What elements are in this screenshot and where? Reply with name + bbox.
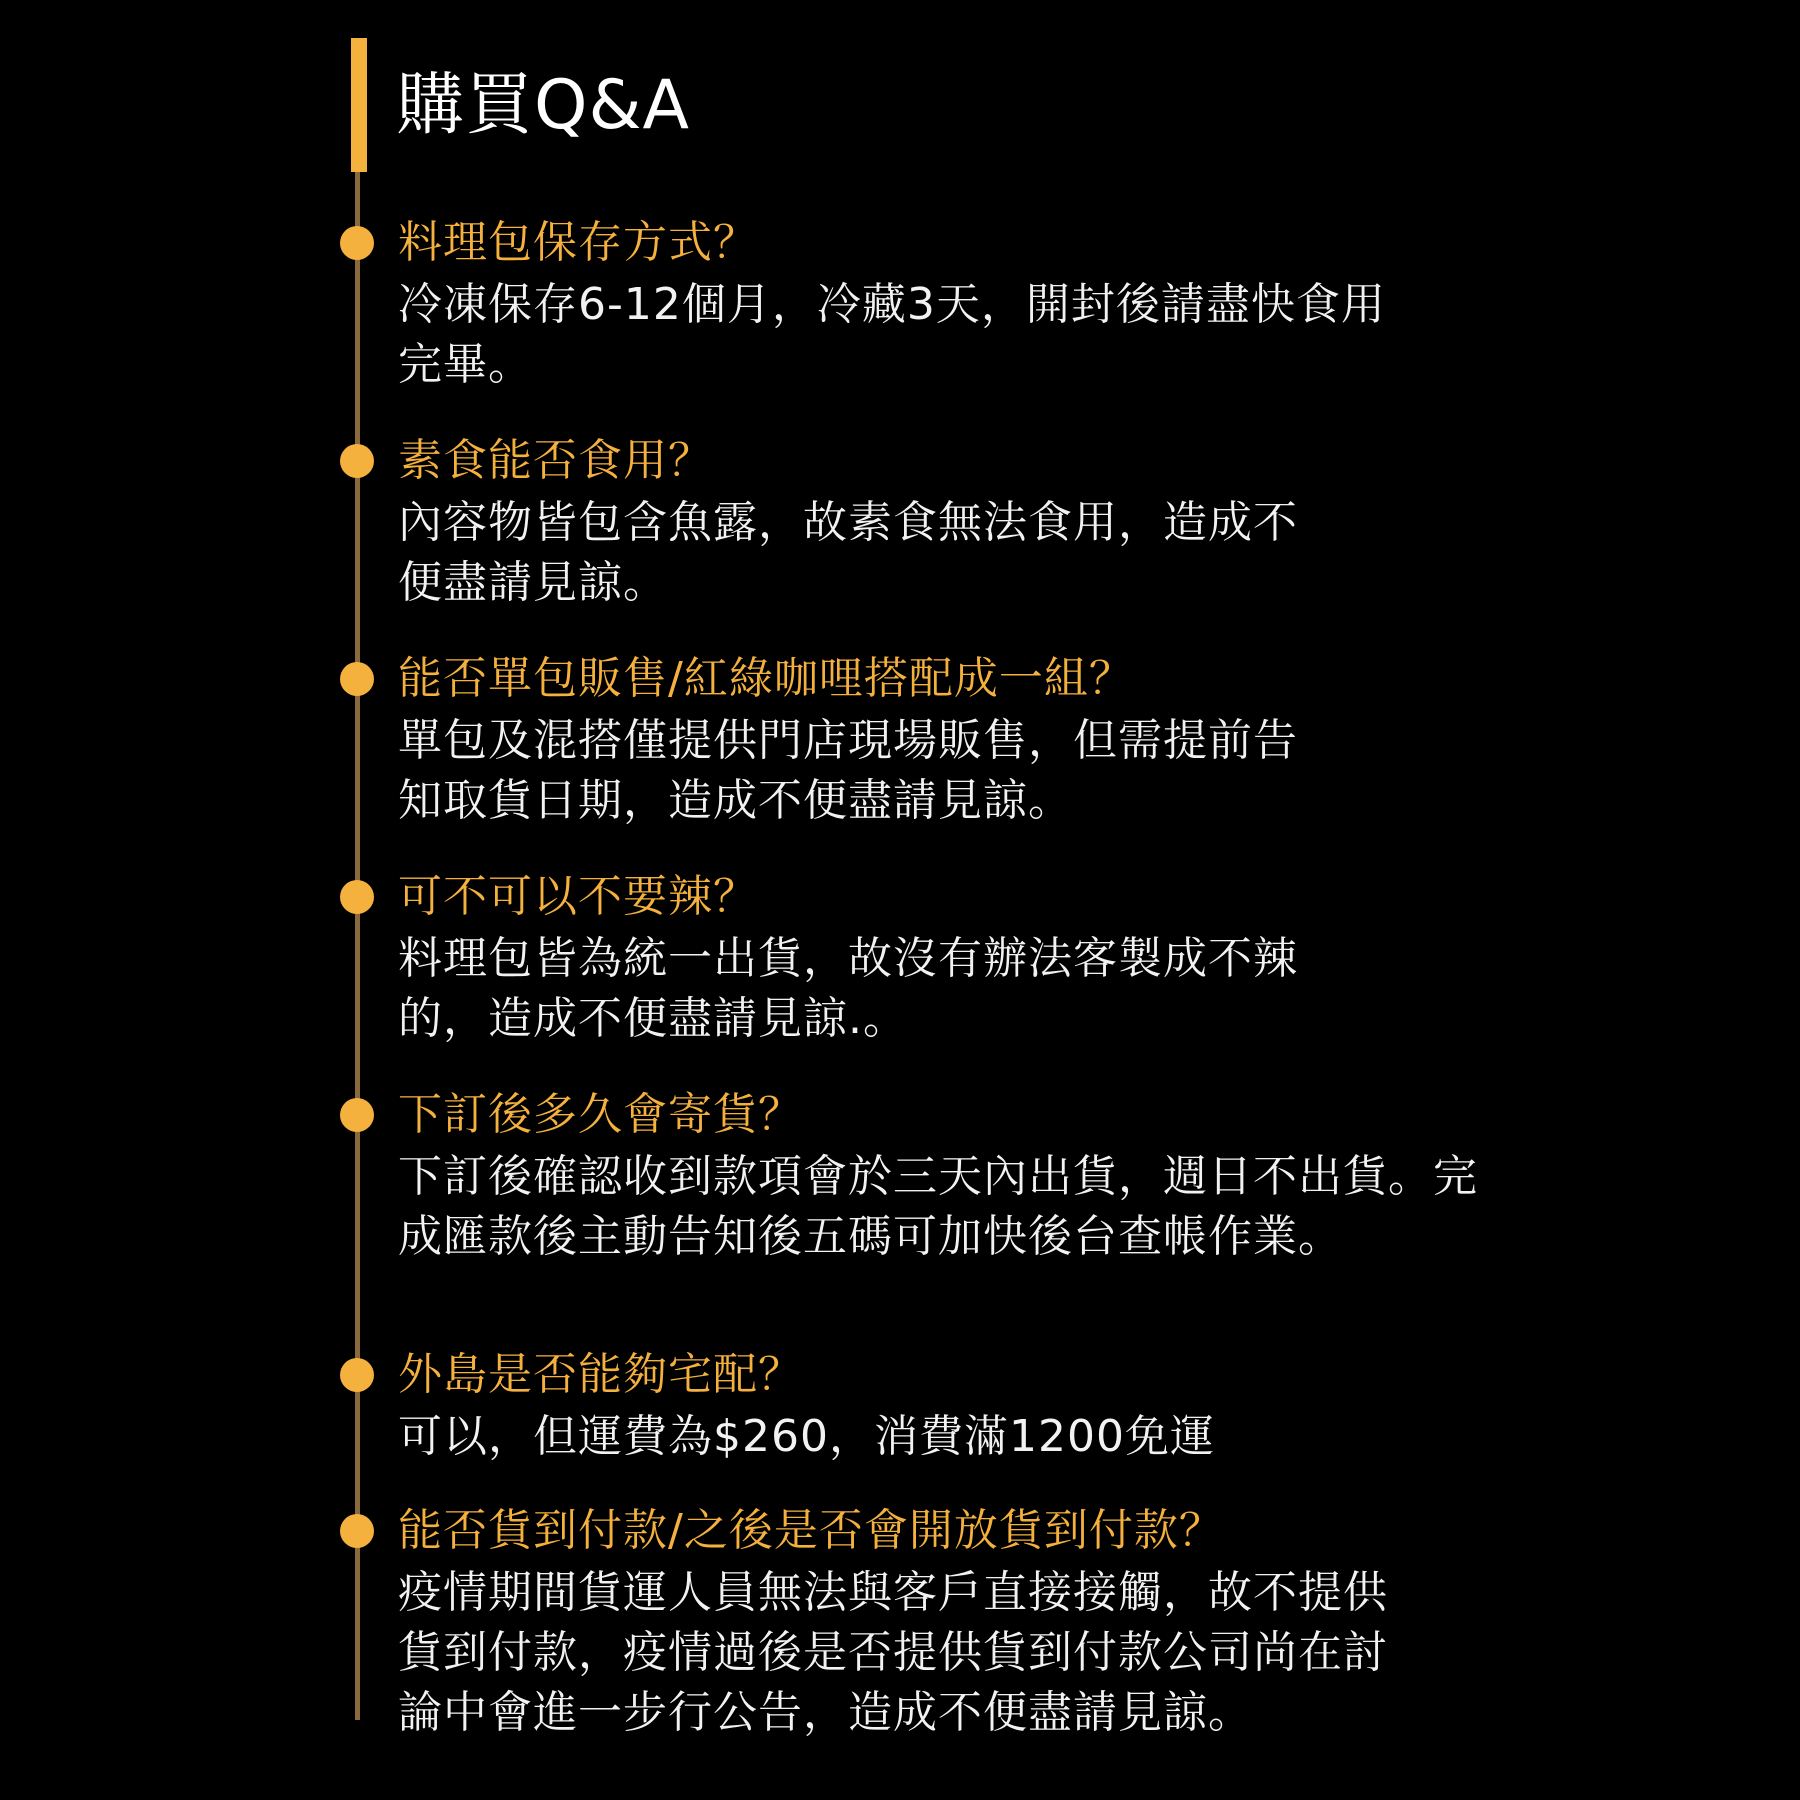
timeline-dot-icon [340, 662, 374, 696]
answer-line: 貨到付款，疫情過後是否提供貨到付款公司尚在討 [398, 1627, 1388, 1678]
question-text: 能否單包販售/紅綠咖哩搭配成一組？ [398, 653, 1134, 704]
question-text: 素食能否食用？ [398, 435, 713, 486]
answer-text [398, 493, 1488, 613]
answer-line: 料理包皆為統一出貨，故沒有辦法客製成不辣 [398, 933, 1298, 984]
answer-line: 便盡請見諒。 [398, 557, 668, 608]
timeline-line [355, 172, 360, 1720]
timeline-dot-icon [340, 1514, 374, 1548]
answer-line: 冷凍保存6-12個月，冷藏3天，開封後請盡快食用 [398, 279, 1386, 330]
question-text: 外島是否能夠宅配？ [398, 1349, 803, 1400]
timeline-dot-icon [340, 1358, 374, 1392]
answer-line: 的，造成不便盡請見諒.。 [398, 993, 908, 1044]
answer-text [398, 275, 1488, 395]
answer-text [398, 1147, 1488, 1267]
question-text: 料理包保存方式？ [398, 217, 758, 268]
title-accent-bar [351, 38, 367, 172]
answer-text [398, 929, 1488, 1049]
timeline-dot-icon [340, 880, 374, 914]
answer-line: 完畢。 [398, 339, 533, 390]
question-text: 下訂後多久會寄貨？ [398, 1089, 803, 1140]
timeline-dot-icon [340, 444, 374, 478]
answer-line: 下訂後確認收到款項會於三天內出貨，週日不出貨。完 [398, 1151, 1478, 1202]
question-text: 可不可以不要辣？ [398, 871, 758, 922]
answer-line: 論中會進一步行公告，造成不便盡請見諒。 [398, 1687, 1253, 1738]
answer-line: 可以，但運費為$260，消費滿1200免運 [398, 1411, 1215, 1462]
answer-line: 疫情期間貨運人員無法與客戶直接接觸，故不提供 [398, 1567, 1388, 1618]
answer-line: 成匯款後主動告知後五碼可加快後台查帳作業。 [398, 1211, 1343, 1262]
question-text: 能否貨到付款/之後是否會開放貨到付款？ [398, 1505, 1224, 1556]
answer-text [398, 1563, 1488, 1743]
answer-text [398, 1407, 1488, 1467]
timeline-dot-icon [340, 1098, 374, 1132]
answer-line: 內容物皆包含魚露，故素食無法食用，造成不 [398, 497, 1298, 548]
answer-line: 單包及混搭僅提供門店現場販售，但需提前告 [398, 715, 1298, 766]
timeline-dot-icon [340, 226, 374, 260]
answer-text [398, 711, 1488, 831]
answer-line: 知取貨日期，造成不便盡請見諒。 [398, 775, 1073, 826]
page-title: 購買Q&A [396, 66, 691, 145]
